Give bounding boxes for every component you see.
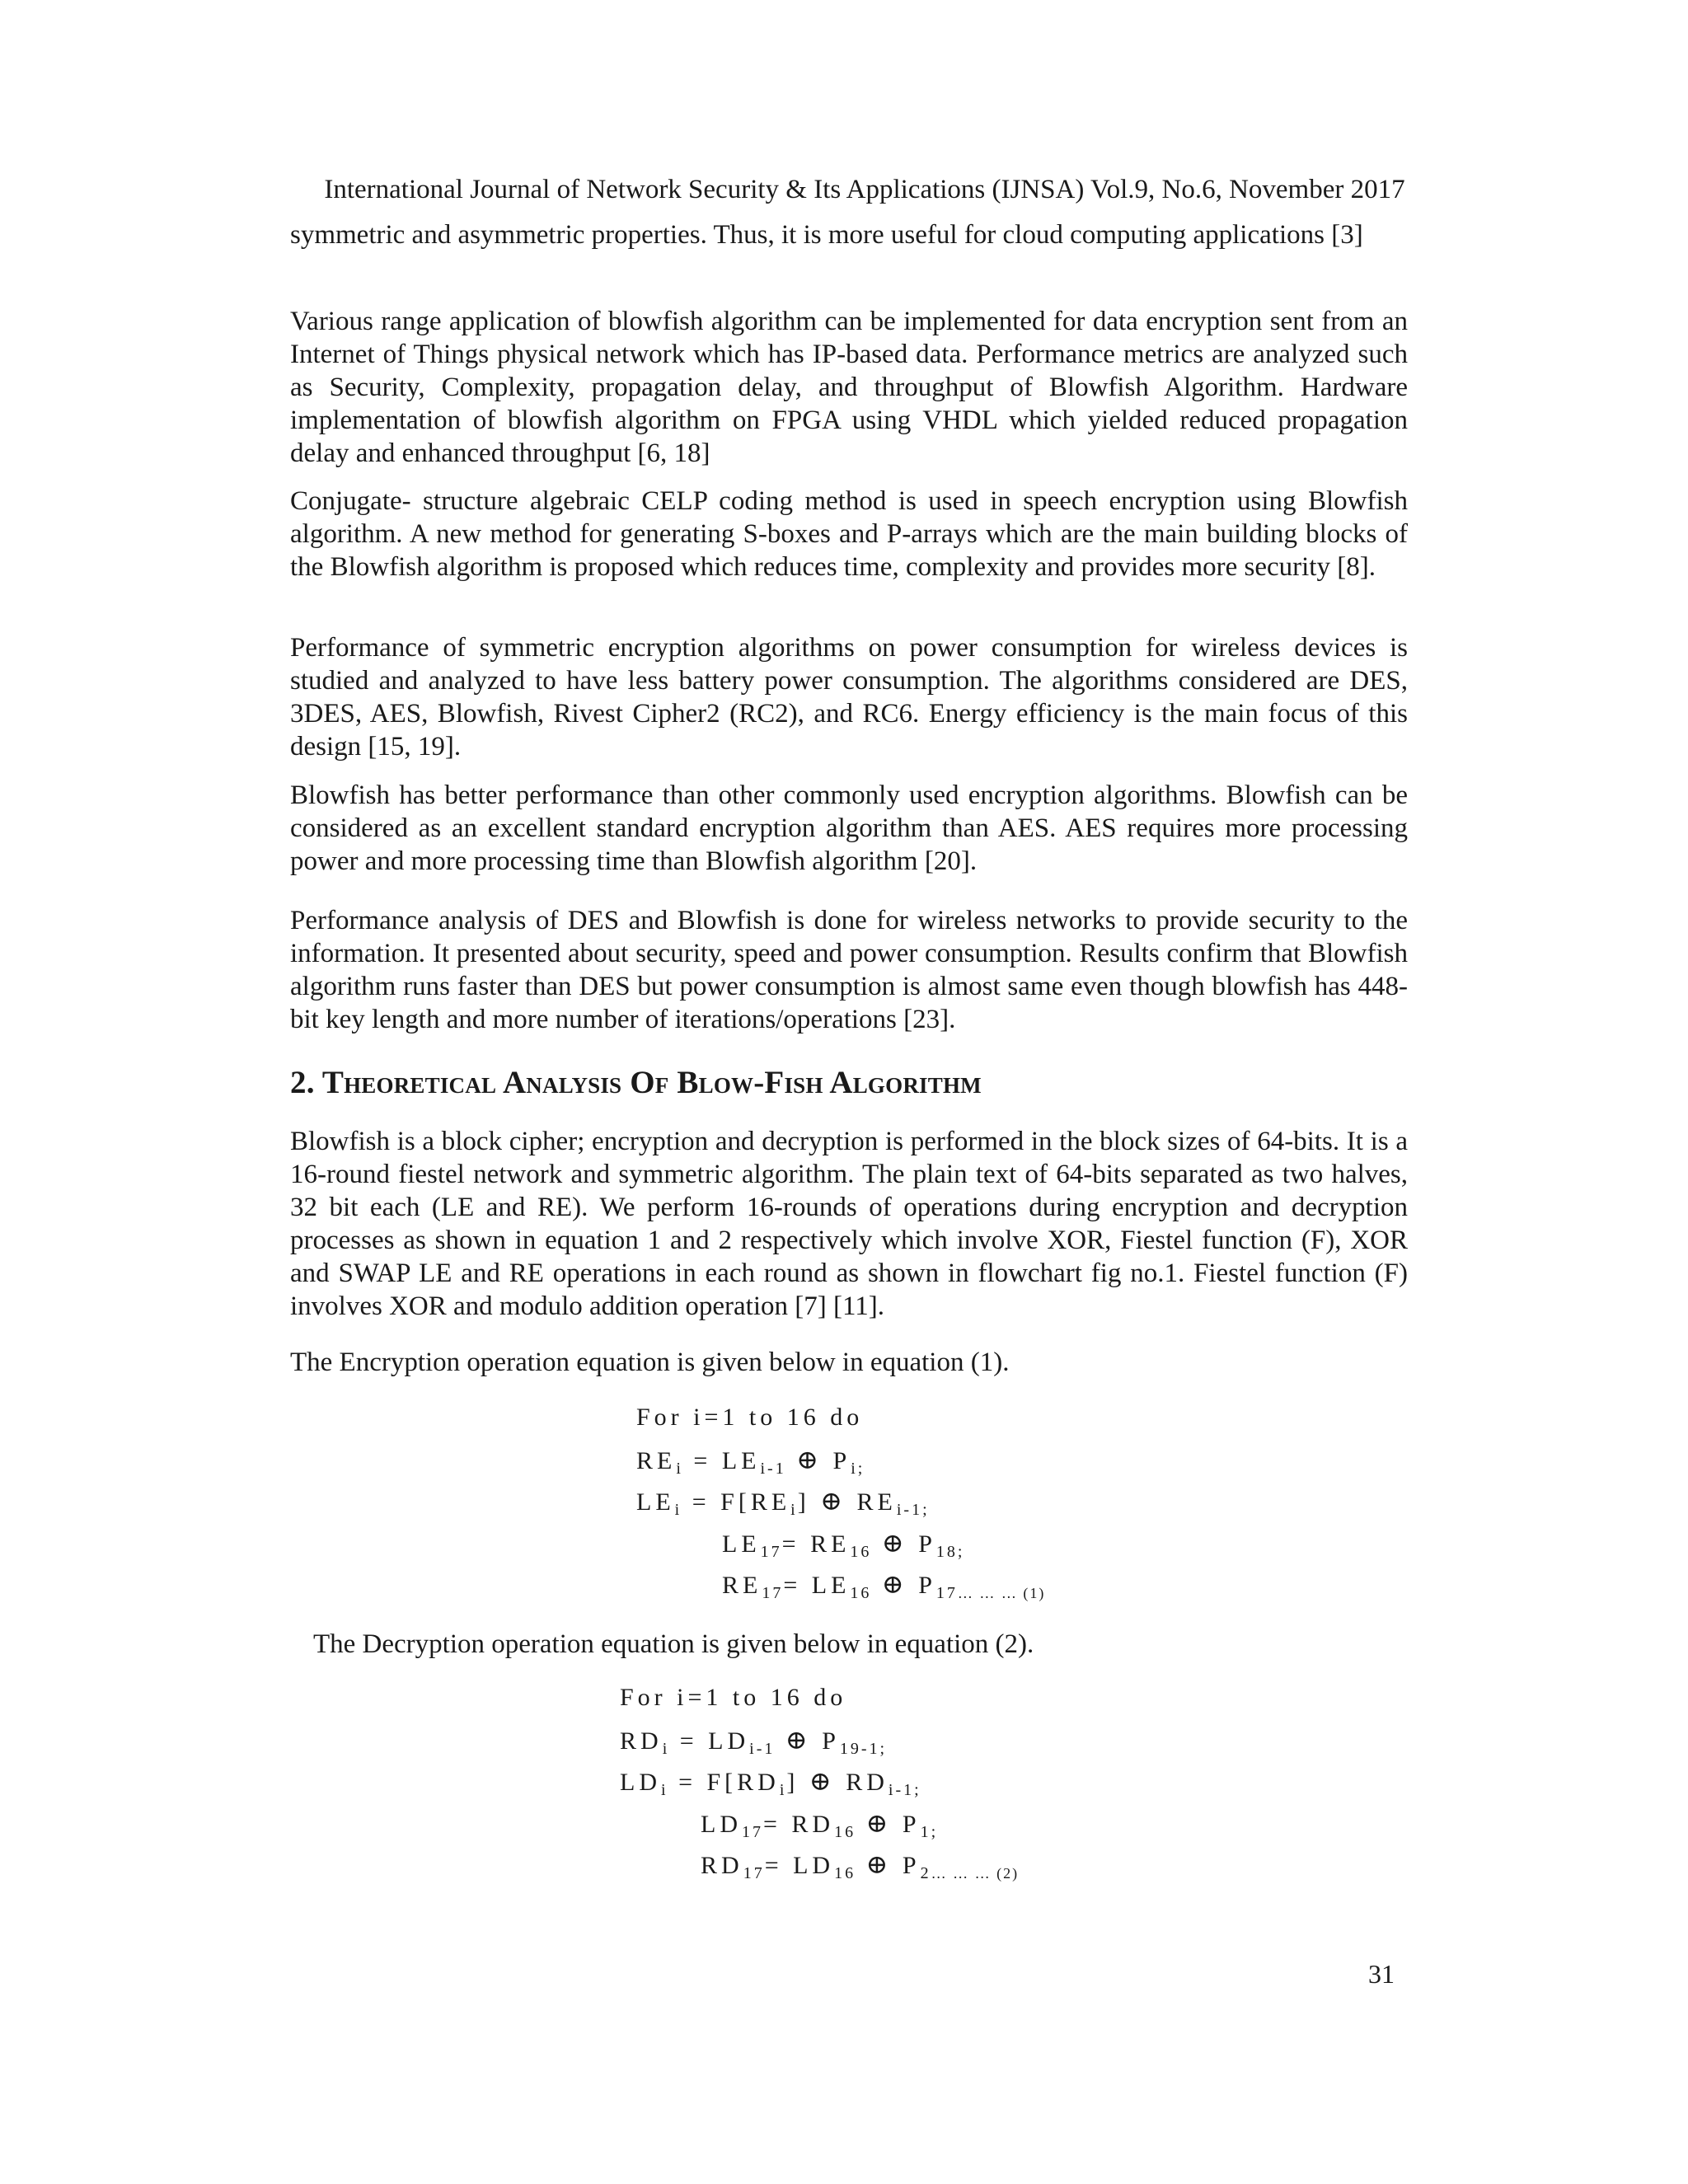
xor-icon: ⊕ — [881, 1569, 908, 1599]
paragraph-theory: Blowfish is a block cipher; encryption and decryption is performed in the block sizes of 64-bits. It is a 16-round fiestel network and symmetric algorithm. The plain text of 64-bits separated as two halves, 32 bit each (LE and RE). We perform 16-rounds of operations during encryption and decryption processes as shown in equation 1 and 2 respectively which involve XOR, Fiestel function (F), XOR and SWAP LE and RE operations in each round as shown in flowchart fig no.1. Fiestel function (F) involves XOR and modulo addition operation [7] [11]. — [290, 1127, 1408, 1321]
decryption-loop: For i=1 to 16 do — [620, 1684, 847, 1711]
paragraph-continuation: symmetric and asymmetric properties. Thus, it is more useful for cloud computing applications [3] — [290, 220, 1363, 250]
paragraph-des-vs-blowfish: Performance analysis of DES and Blowfish is done for wireless networks to provide security to the information. It presented about security, speed and power consumption. Results confirm that Blowfish algorithm runs faster than DES but power consumption is almost same even though blowfish has 448-bit key length and more number of iterations/operations [23]. — [290, 906, 1408, 1034]
section-heading: 2. Theoretical Analysis Of Blow-Fish Algorithm — [290, 1065, 982, 1100]
paragraph-power-consumption: Performance of symmetric encryption algorithms on power consumption for wireless devices is studied and analyzed to have less battery power consumption. The algorithms considered are DES, 3DES, AES, Blowfish, Rivest Cipher2 (RC2), and RC6. Energy efficiency is the main focus of this design [15, 19]. — [290, 633, 1408, 762]
encryption-line-4: $RE_{17}= LE_{16}$ ⊕ $P_{17\dots \dots \dots (1)}$ — [722, 1569, 1046, 1602]
decryption-line-4: $RD_{17}= LD_{16}$ ⊕ $P_{2\dots \dots \dots (2)}$ — [701, 1849, 1020, 1882]
encryption-line-3: $LE_{17}= RE_{16}$ ⊕ $P_{18;}$ — [722, 1528, 965, 1561]
xor-icon: ⊕ — [881, 1528, 908, 1558]
paragraph-celp-speech: Conjugate- structure algebraic CELP coding method is used in speech encryption using Blowfish algorithm. A new method for generating S-boxes and P-arrays which are the main building blocks of the Blowfish algorithm is proposed which reduces time, complexity and provides more security [8]. — [290, 486, 1408, 582]
xor-icon: ⊕ — [865, 1808, 893, 1838]
decryption-line-2: $LD_i = F[RD_i]$ ⊕ $RD_{i-1;}$ — [620, 1766, 921, 1799]
xor-icon: ⊕ — [865, 1849, 893, 1879]
running-head: International Journal of Network Security & Its Applications (IJNSA) Vol.9, No.6, November 2017 — [324, 175, 1405, 204]
decryption-intro: The Decryption operation equation is given below in equation (2). — [313, 1629, 1034, 1659]
xor-icon: ⊕ — [820, 1486, 847, 1516]
decryption-line-3: $LD_{17}= RD_{16}$ ⊕ $P_{1;}$ — [701, 1808, 939, 1841]
encryption-line-1: $RE_i = LE_{i-1}$ ⊕ $P_{i;}$ — [636, 1445, 865, 1478]
encryption-loop: For i=1 to 16 do — [636, 1404, 864, 1431]
equation-number: … … … (1) — [957, 1585, 1046, 1601]
xor-icon: ⊕ — [785, 1725, 812, 1755]
encryption-intro: The Encryption operation equation is given below in equation (1). — [290, 1347, 1010, 1377]
xor-icon: ⊕ — [809, 1766, 836, 1796]
decryption-line-1: $RD_i = LD_{i-1}$ ⊕ $P_{19-1;}$ — [620, 1725, 888, 1758]
paragraph-iot-blowfish: Various range application of blowfish algorithm can be implemented for data encryption sent from an Internet of Things physical network which has IP-based data. Performance metrics are analyzed such as Security, Complexity, propagation delay, and throughput of Blowfish Algorithm. Hardware implementation of blowfish algorithm on FPGA using VHDL which yielded reduced propagation delay and enhanced throughput [6, 18] — [290, 307, 1408, 468]
paragraph-blowfish-vs-aes: Blowfish has better performance than other commonly used encryption algorithms. Blowfish can be considered as an excellent standard encryption algorithm than AES. AES requires more processing power and more processing time than Blowfish algorithm [20]. — [290, 780, 1408, 876]
equation-number: … … … (2) — [931, 1865, 1020, 1882]
encryption-line-2: $LE_i = F[RE_i]$ ⊕ $RE_{i-1;}$ — [636, 1486, 930, 1519]
page-number: 31 — [1368, 1959, 1395, 1989]
xor-icon: ⊕ — [796, 1445, 823, 1474]
